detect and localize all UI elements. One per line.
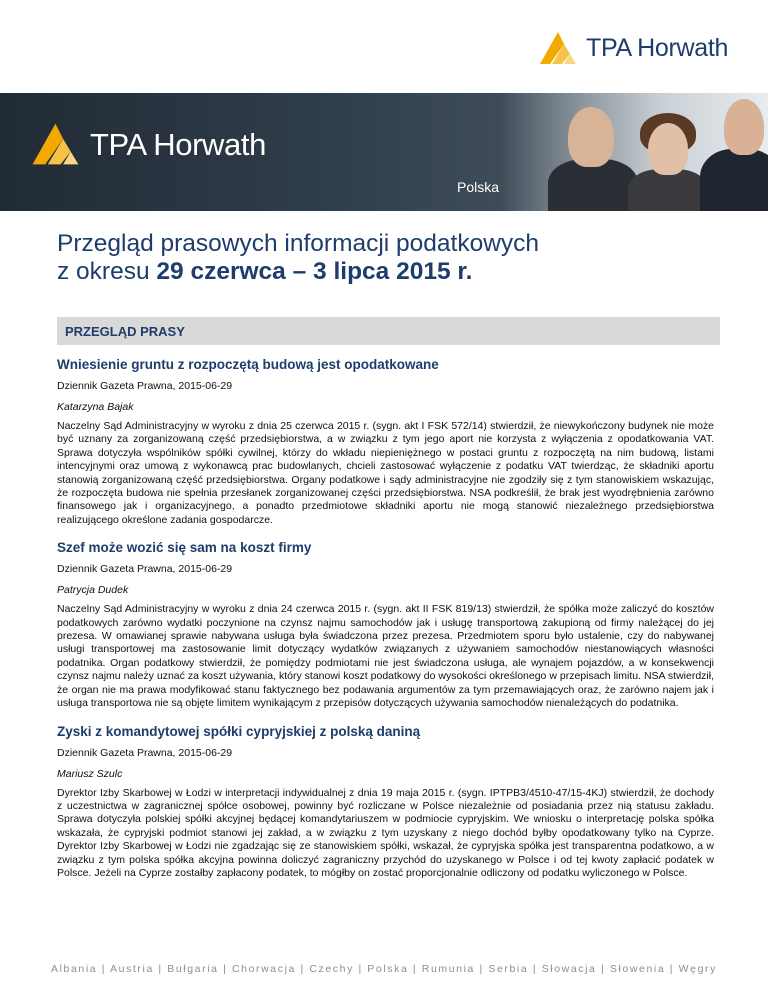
photo-person <box>628 169 708 211</box>
articles-list <box>57 355 714 891</box>
tpa-logo-icon <box>538 30 582 66</box>
title-line-2 <box>57 258 737 286</box>
article-heading: Szef może wozić się sam na koszt firmy <box>57 540 312 556</box>
article-source: Dziennik Gazeta Prawna, 2015-06-29 <box>57 746 233 759</box>
title-dates: 29 czerwca – 3 lipca 2015 r. <box>156 258 473 285</box>
country-label: Polska <box>457 179 500 195</box>
article <box>57 538 714 710</box>
photo-person <box>568 107 614 167</box>
header-banner <box>0 93 768 211</box>
banner-logo <box>30 119 290 169</box>
banner-logo-text: TPA Horwath <box>90 127 266 162</box>
article <box>57 722 714 881</box>
photo-person <box>724 99 764 155</box>
title-prefix: z okresu <box>57 258 157 285</box>
photo-person <box>648 123 688 175</box>
article-source: Dziennik Gazeta Prawna, 2015-06-29 <box>57 563 233 576</box>
article-body: Naczelny Sąd Administracyjny w wyroku z dnia 25 czerwca 2015 r. (sygn. akt I FSK 572/14) stwierdził, że niewykończony budynek nie może być uznany za zorganizowaną część przedsiębiorstwa, a w związku z tym jego aport nie korzysta z wyłączenia z opodatkowania VAT. Sprawa dotyczyła wspólników spółki cywilnej, którzy do wkładu niepieniężnego w postaci gruntu z rozpoczętą na nim budową, listami intencyjnymi oraz umową z wykonawcą prac budowlanych, chcieli zastosować wyłączenie z podatku VAT twierdząc, że składniki aportu stanowią zorganizowaną część przedsiębiorstwa. Organy podatkowe i sądy administracyjne nie zgodziły się z tym stanowiskiem wskazując, że rozpoczęta budowa nie spełnia przesłanek zorganizowanej części przedsiębiorstwa. NSA podkreślił, że brak jest wyodrębnienia zarówno finansowego jak i organizacyjnego, a ponadto przedmiotowe składniki aportu nie mogą stanowić niezależnego przedsiębiorstwa realizującego określone zadania gospodarcze. <box>57 420 714 526</box>
top-logo <box>538 28 738 68</box>
section-label: PRZEGLĄD PRASY <box>65 324 185 339</box>
article-source: Dziennik Gazeta Prawna, 2015-06-29 <box>57 380 233 392</box>
section-header <box>57 317 720 345</box>
article-body: Dyrektor Izby Skarbowej w Łodzi w interpretacji indywidualnej z dnia 19 maja 2015 r. (sygn. IPTPB3/4510-47/15-4KJ) stwierdził, że dochody z uczestnictwa w zagranicznej spółce osobowej, powinny być rozliczane w Polsce niezależnie od posiadania przez nią statusu zakładu. Sprawa dotyczyła polskiej spółki akcyjnej będącej komandytariuszem w podmiocie cypryjskim. We wniosku o interpretację polska spółka wskazała, że cypryjski podmiot stanowi jej zakład, a w związku z tym uzyskany z niego dochód byłby opodatkowany tylko na Cyprze. Dyrektor Izby Skarbowej w Łodzi nie zgadzając się ze stanowiskiem spółki, wskazał, że cypryjska spółka jest transparentna podatkowo, a w związku z tym polska spółka akcyjna powinna doliczyć zagraniczny przychód do uzyskanego w Polsce i od tej kwoty zapłacić podatek w Polsce. Jeżeli na Cyprze zostałby zapłacony podatek, to mógłby on zostać proporcjonalnie odliczony od podatku wyliczonego w Polsce. <box>57 786 714 879</box>
logo-text: TPA Horwath <box>586 34 729 62</box>
article-heading: Zyski z komandytowej spółki cypryjskiej z polską daniną <box>57 723 421 739</box>
page-title <box>57 230 737 286</box>
title-line-1: Przegląd prasowych informacji podatkowych <box>57 230 540 257</box>
article <box>57 355 714 527</box>
article-author: Mariusz Szulc <box>57 767 123 780</box>
photo-person <box>700 149 768 211</box>
article-author: Katarzyna Bajak <box>57 401 134 413</box>
footer-countries: Albania | Austria | Bułgaria | Chorwacja | Czechy | Polska | Rumunia | Serbia | Słowacja | Słowenia | Węgry <box>51 963 717 975</box>
article-body: Naczelny Sąd Administracyjny w wyroku z dnia 24 czerwca 2015 r. (sygn. akt II FSK 819/13) stwierdził, że spółka może zaliczyć do kosztów podatkowych zarówno wydatki poczynione na czynsz najmu samochodów jak i usługę transportową zakupioną od firmy należącej do jej prezesa. W omawianej sprawie nabywana usługa była świadczona przez prezesa. Przedmiotem sporu było ustalenie, czy do nabywanej usługi transportowej ma zastosowanie limit dotyczący wydatków związanych z używaniem samochodów niestanowiących własności podatnika. Organ podatkowy stwierdził, że pomiędzy podmiotami nie jest świadczona usługa, ale wynajem pojazdów, a w konsekwencji czynsz najmu należy uznać za koszt używania, który stanowi koszt podatkowy do wysokości określonego w przepisach limitu. NSA stwierdził, że organ nie ma prawa modyfikować stanu faktycznego bez podawania argumentów za tym przemawiających oraz, że zarówno najem jak i usługa transportowa nie są objęte limitem wynikającym z przepisów dotyczących używania samochodów nienależących do podatnika. <box>57 603 714 710</box>
article-heading: Wniesienie gruntu z rozpoczętą budową jest opodatkowane <box>57 357 439 372</box>
tpa-logo-icon <box>30 121 86 167</box>
article-author: Patrycja Dudek <box>57 584 129 597</box>
